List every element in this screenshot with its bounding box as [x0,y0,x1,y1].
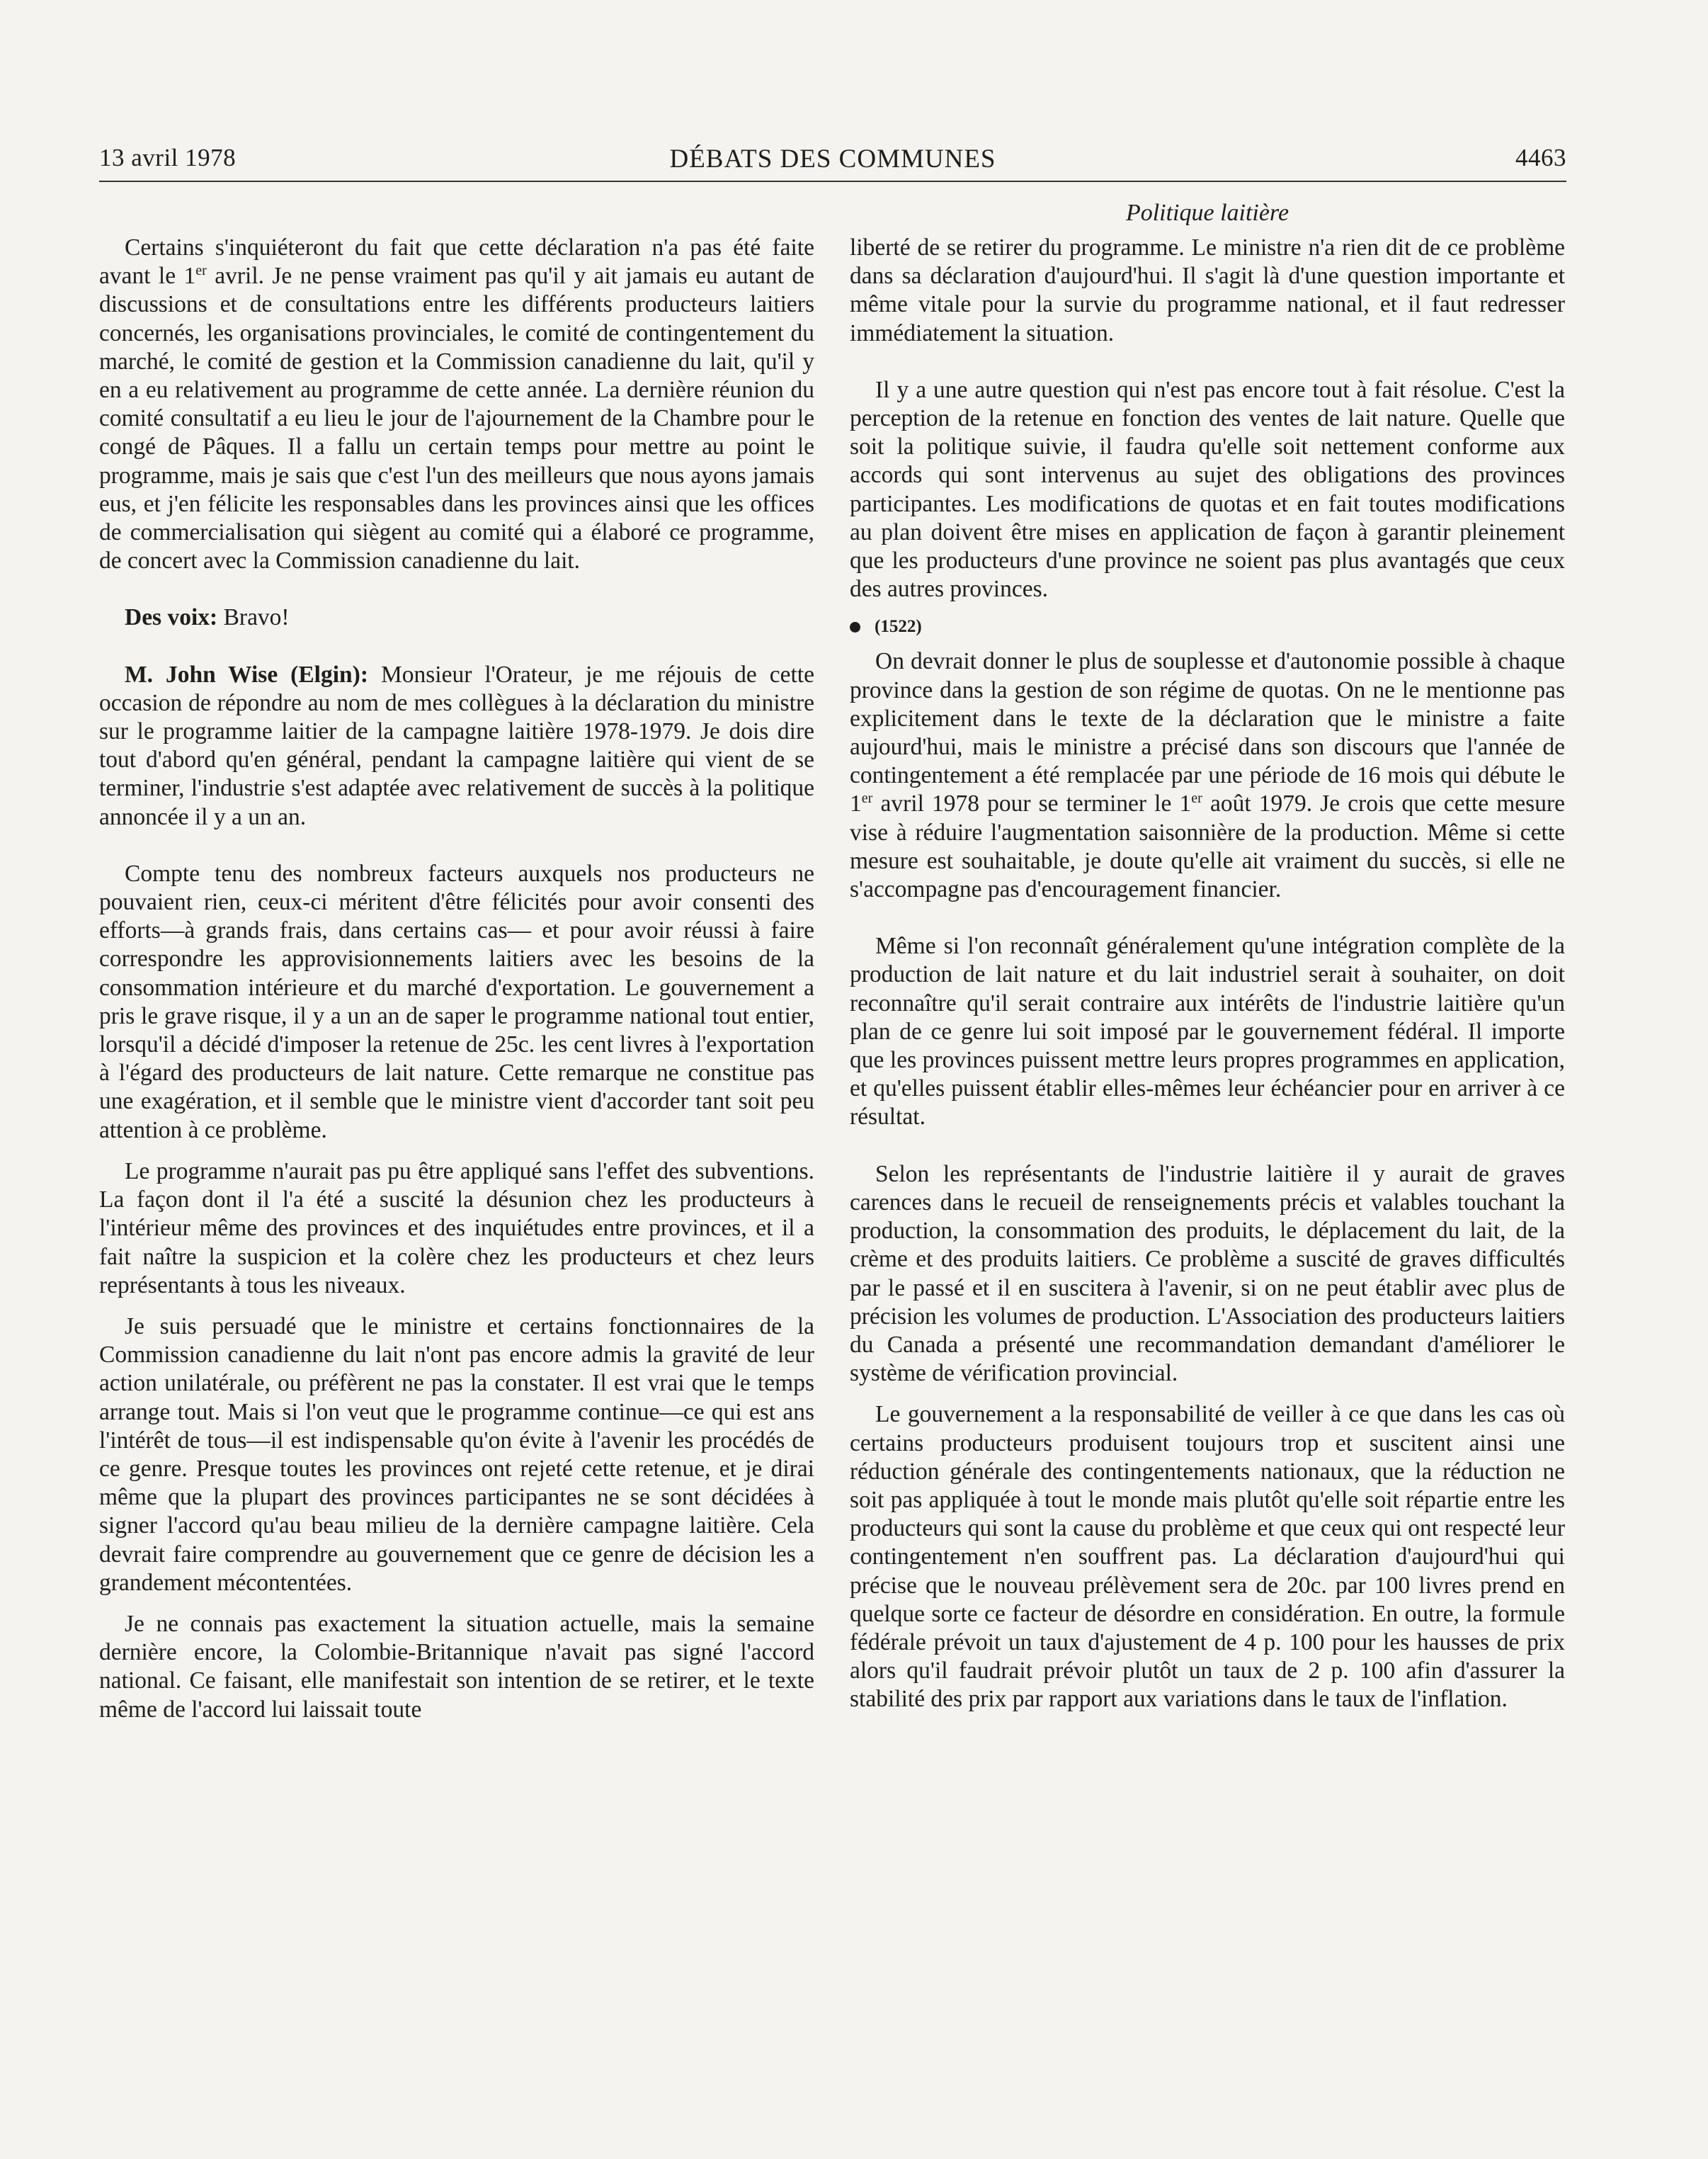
running-head: Politique laitière [1125,200,1289,226]
page-header [99,138,1566,182]
paragraph: Même si l'on reconnaît généralement qu'une intégration complète de la production de lait nature et du lait industriel serait à souhaiter, on doit reconnaître qu'il serait contraire aux intérêts de l'industrie laitière qu'un plan de ce genre lui soit imposé par le gouvernement fédéral. Il importe que les provinces puissent mettre leurs propres programmes en application, et qu'elles puissent établir elles-mêmes leur échéancier pour en arriver à ce résultat. [850,933,1565,1130]
time-marker [850,616,1565,638]
paragraph: Je suis persuadé que le ministre et certains fonctionnaires de la Commission canadienne du lait n'ont pas encore admis la gravité de leur action unilatérale, ou préfèrent ne pas la constater. Il est vrai que le temps arrange tout. Mais si l'on veut que le programme continue—ce qui est ans l'intérêt de tous—il est indispensable qu'on évite à l'avenir les procédés de ce genre. Presque toutes les provinces ont rejeté cette retenue, et je dirai même que la plupart des provinces participantes ne se sont décidées à signer l'accord qu'au beau milieu de la dernière campagne laitière. Cela devrait faire comprendre au gouvernement que ce genre de décision les a grandement mécontentées. [99,1313,814,1596]
paragraph: Le gouvernement a la responsabilité de veiller à ce que dans les cas où certains producteurs produisent toujours trop et suscitent ainsi une réduction générale des contingentements nationaux, que la réduction ne soit pas appliquée à tout le monde mais plutôt qu'elle soit répartie entre les producteurs qui sont la cause du problème et que ceux qui ont respecté leur contingentement n'en souffrent pas. La déclaration d'aujourd'hui qui précise que le nouveau prélèvement sera de 20c. par 100 livres prend en quelque sorte ce facteur de désordre en considération. En outre, la formule fédérale prévoit un taux d'ajustement de 4 p. 100 pour les hausses de prix alors qu'il faudrait prévoir plutôt un taux de 2 p. 100 afin d'assurer la stabilité des prix par rapport aux variations dans le taux de l'inflation. [850,1401,1565,1713]
speaker-name: M. John Wise (Elgin): [125,661,368,688]
time-marker-label: (1522) [875,617,922,637]
paragraph: M. John Wise (Elgin): Monsieur l'Orateur, je me réjouis de cette occasion de répondre au nom de mes collègues à la déclaration du ministre sur le programme laitier de la campagne laitière 1978-1979. Je dois dire tout d'abord qu'en général, pendant la campagne laitière qui vient de se terminer, l'industrie s'est adaptée avec relativement de succès à la politique annoncée il y a un an. [99,661,814,830]
header-title: DÉBATS DES COMMUNES [669,144,996,174]
bullet-icon [850,622,860,633]
interjection: Des voix: Bravo! [125,604,290,631]
paragraph: Il y a une autre question qui n'est pas encore tout à fait résolue. C'est la perception de la retenue en fonction des ventes de lait nature. Quelle que soit la politique suivie, il faudra qu'elle soit nettement conforme aux accords qui sont intervenus au sujet des obligations des provinces participantes. Les modifications de quotas et en fait toutes modifications au plan doivent être mises en application de façon à garantir pleinement que les producteurs d'une province ne soient pas plus avantagés que ceux des autres provinces. [850,376,1565,603]
paragraph: liberté de se retirer du programme. Le ministre n'a rien dit de ce problème dans sa déclaration d'aujourd'hui. Il s'agit là d'une question importante et même vitale pour la survie du programme national, et il faut redresser immédiatement la situation. [850,234,1565,346]
right-column [850,234,1565,1742]
paragraph: On devrait donner le plus de souplesse et d'autonomie possible à chaque province dans la gestion de son régime de quotas. On ne le mentionne pas explicitement dans le texte de la déclaration que le ministre a faite aujourd'hui, mais le ministre a précisé dans son discours que l'année de contingentement a été remplacée par une période de 16 mois qui débute le 1er avril 1978 pour se terminer le 1er août 1979. Je crois que cette mesure vise à réduire l'augmentation saisonnière de la production. Même si cette mesure est souhaitable, je doute qu'elle ait vraiment du succès, si elle ne s'accompagne pas d'encouragement financier. [850,648,1565,903]
left-column [99,234,814,1737]
speaker-name: Des voix: [125,604,218,631]
page-number: 4463 [1515,144,1566,171]
paragraph: Le programme n'aurait pas pu être appliqué sans l'effet des subventions. La façon dont il l'a été a suscité la désunion chez les producteurs à l'intérieur même des provinces et des inquiétudes entre provinces, et il a fait naître la suspicion et la colère chez les producteurs et chez leurs représentants à tous les niveaux. [99,1157,814,1298]
paragraph: Compte tenu des nombreux facteurs auxquels nos producteurs ne pouvaient rien, ceux-ci méritent d'être félicités pour avoir consenti des efforts—à grands frais, dans certains cas— et pour avoir réussi à faire correspondre les approvisionnements laitiers avec les besoins de la consommation intérieure et du marché d'exportation. Le gouvernement a pris le grave risque, il y a un an de saper le programme national tout entier, lorsqu'il a décidé d'imposer la retenue de 25c. les cent livres à l'exportation à l'égard des producteurs de lait nature. Cette remarque ne constitue pas une exagération, et il semble que le ministre vient d'accorder tant soit peu attention à ce problème. [99,860,814,1143]
paragraph: Certains s'inquiéteront du fait que cette déclaration n'a pas été faite avant le 1er avril. Je ne pense vraiment pas qu'il y ait jamais eu autant de discussions et de consultations entre les différents producteurs laitiers concernés, les organisations provinciales, le comité de contingentement du marché, le comité de gestion et la Commission canadienne du lait, qu'il y en a eu relativement au programme de cette année. La dernière réunion du comité consultatif a eu lieu le jour de l'ajournement de la Chambre pour le congé de Pâques. Il a fallu un certain temps pour mettre au point le programme, mais je sais que c'est l'un des meilleurs que nous ayons jamais eus, et j'en félicite les responsables dans les provinces ainsi que les offices de commercialisation qui siègent au comité qui a élaboré ce programme, de concert avec la Commission canadienne du lait. [99,234,814,574]
paragraph: Selon les représentants de l'industrie laitière il y aurait de graves carences dans le recueil de renseignements précis et valables touchant la production, la consommation des produits, le déplacement du lait, de la crème et des produits laitiers. Ce problème a suscité de graves difficultés par le passé et il en suscitera à l'avenir, si on ne peut établir avec plus de précision les volumes de production. L'Association des producteurs laitiers du Canada a présenté une recommandation demandant d'améliorer le système de vérification provincial. [850,1160,1565,1387]
header-date: 13 avril 1978 [99,144,237,171]
paragraph: Je ne connais pas exactement la situation actuelle, mais la semaine dernière encore, la Colombie-Britannique n'avait pas signé l'accord national. Ce faisant, elle manifestait son intention de se retirer, et le texte même de l'accord lui laissait toute [99,1610,814,1723]
